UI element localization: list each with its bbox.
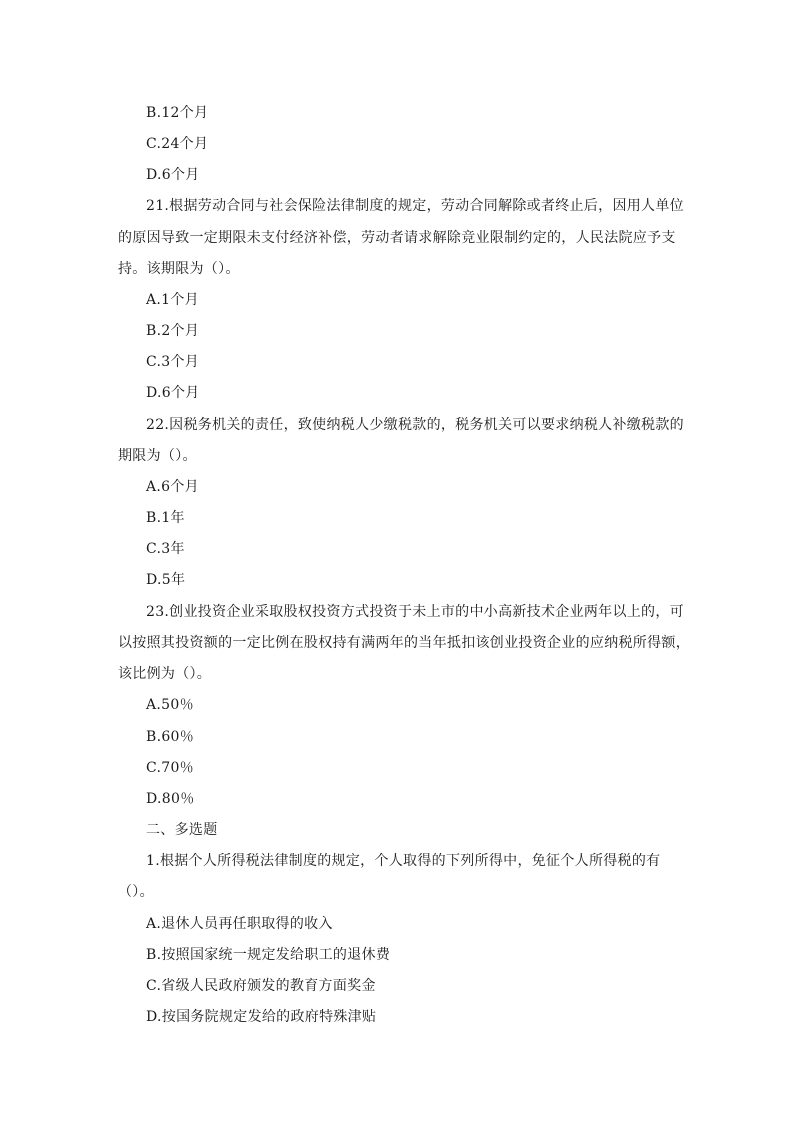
m1-line-1: 1.根据个人所得税法律制度的规定，个人取得的下列所得中，免征个人所得税的有 [146,853,661,869]
m1-option-a: A.退休人员再任职取得的收入 [146,916,333,932]
q21-option-b: B.2个月 [146,323,200,339]
q21-line-1: 21.根据劳动合同与社会保险法律制度的规定，劳动合同解除或者终止后，因用人单位 [146,198,684,214]
m1-line-2: （）。 [118,884,154,900]
q21-option-c: C.3个月 [146,354,200,370]
m1-option-b: B.按照国家统一规定发给职工的退休费 [146,947,391,963]
q22-option-c: C.3年 [146,541,185,557]
q23-option-b: B.60％ [146,729,195,745]
q23-option-d: D.80％ [146,791,195,807]
q22-option-d: D.5年 [146,572,186,588]
q23-line-1: 23.创业投资企业采取股权投资方式投资于未上市的中小高新技术企业两年以上的，可 [146,604,684,620]
q23-option-c: C.70％ [146,760,194,776]
q21-option-a: A.1个月 [146,292,199,308]
q23-line-3: 该比例为（）。 [118,666,212,682]
q23-option-a: A.50％ [146,697,194,713]
q22-line-1: 22.因税务机关的责任，致使纳税人少缴税款的，税务机关可以要求纳税人补缴税款的 [146,417,684,433]
prev-option-b: B.12个月 [146,105,209,121]
m1-option-c: C.省级人民政府颁发的教育方面奖金 [146,978,376,994]
q21-line-2: 的原因导致一定期限未支付经济补偿，劳动者请求解除竞业限制约定的，人民法院应予支 [118,230,676,246]
q22-option-a: A.6个月 [146,479,199,495]
q21-line-3: 持。该期限为（）。 [118,261,240,277]
q23-line-2: 以按照其投资额的一定比例在股权持有满两年的当年抵扣该创业投资企业的应纳税所得额， [118,635,690,651]
q22-option-b: B.1年 [146,510,185,526]
prev-option-c: C.24个月 [146,136,209,152]
q21-option-d: D.6个月 [146,385,200,401]
q22-line-2: 期限为（）。 [118,448,197,464]
prev-option-d: D.6个月 [146,167,200,183]
m1-option-d: D.按国务院规定发给的政府特殊津贴 [146,1009,377,1025]
section-title: 二、多选题 [146,822,218,838]
